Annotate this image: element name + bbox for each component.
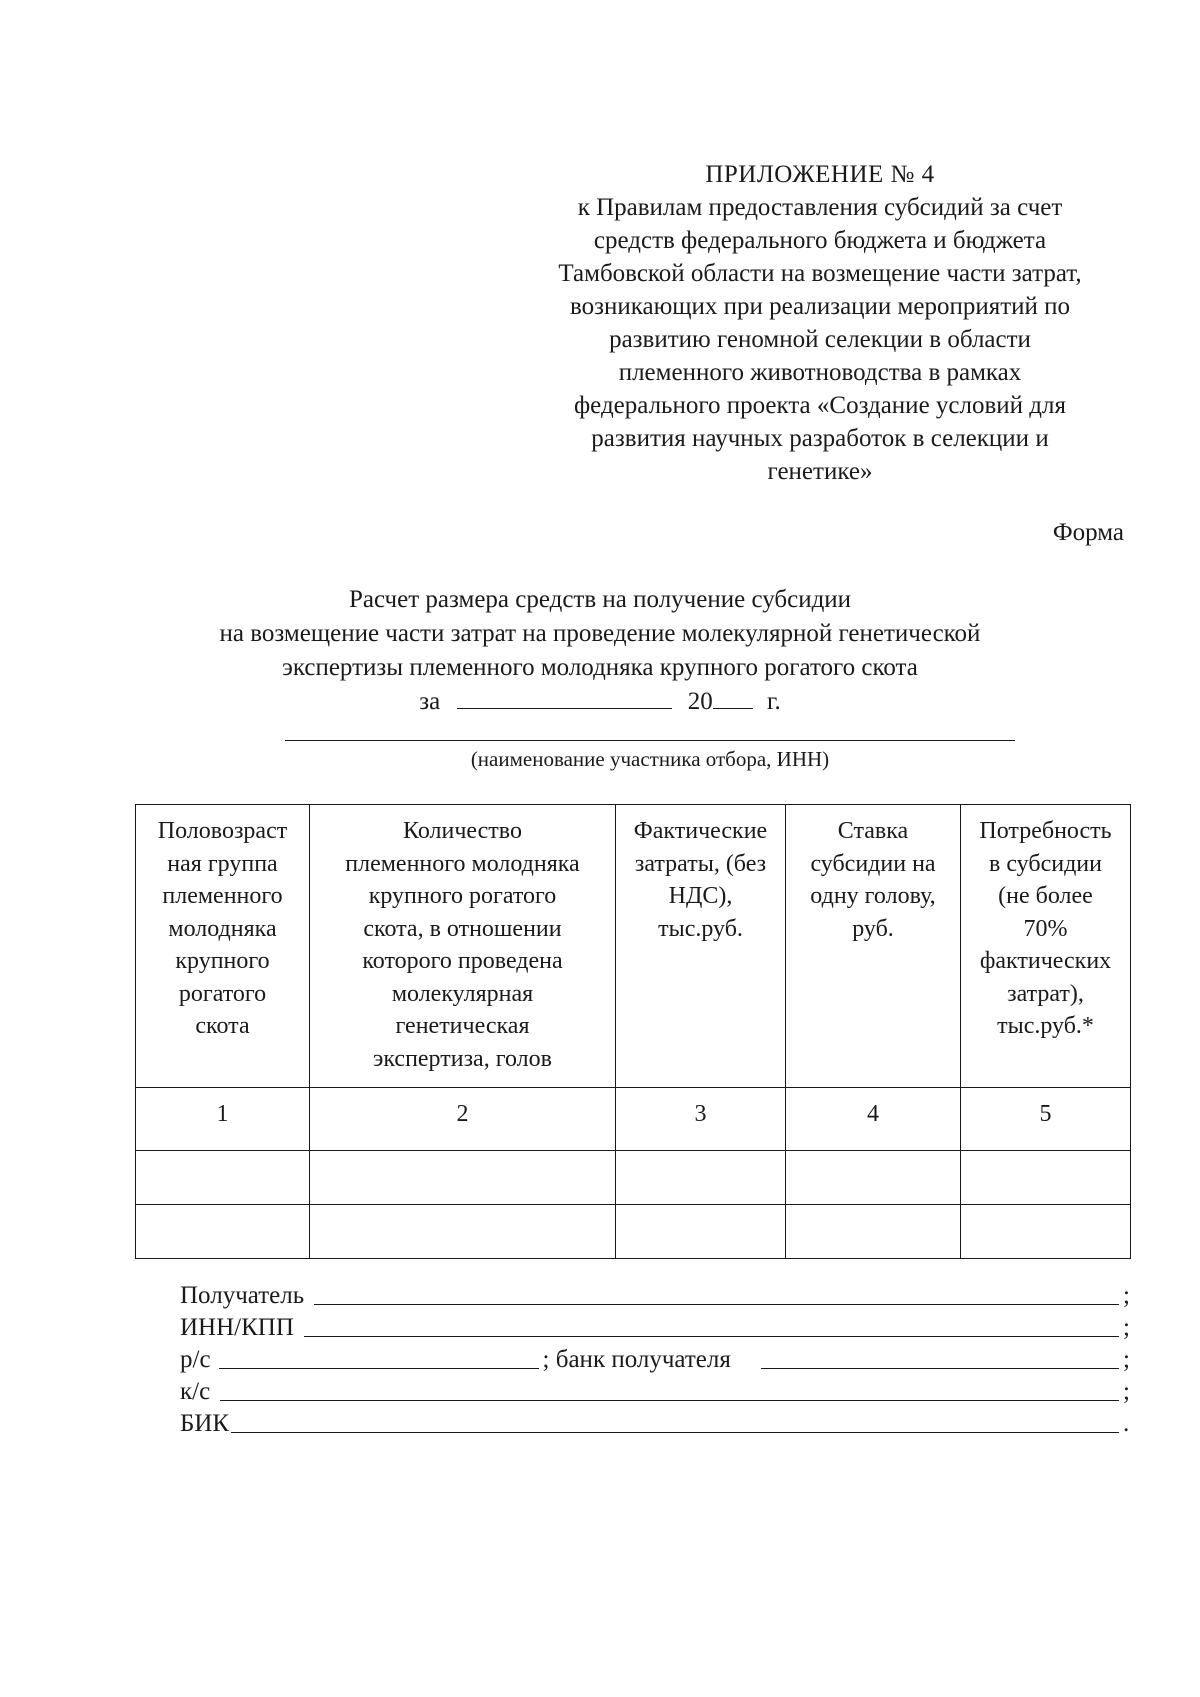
column-number: 5 [961, 1088, 1131, 1151]
year-field[interactable] [713, 686, 753, 709]
row-separator: ; [1123, 1314, 1130, 1341]
appendix-line: к Правилам предоставления субсидий за счет [577, 194, 1063, 221]
table-cell[interactable] [786, 1151, 961, 1205]
table-cell[interactable] [786, 1205, 961, 1259]
appendix-header [505, 158, 1135, 488]
calculation-title-line: экспертизы племенного молодняка крупного рогатого скота [282, 654, 918, 681]
table-row [136, 1151, 1131, 1205]
appendix-line: генетике» [767, 458, 873, 485]
appendix-line: возникающих при реализации мероприятий по [569, 293, 1071, 320]
bik-row [180, 1408, 1135, 1440]
column-number: 3 [616, 1088, 786, 1151]
corr-account-label: к/с [180, 1378, 211, 1405]
appendix-line: развитию геномной селекции в области [609, 326, 1031, 353]
row-separator: ; [1123, 1282, 1130, 1309]
table-cell[interactable] [310, 1151, 616, 1205]
header-rate-per-head: Ставка субсидии на одну голову, руб. [786, 805, 961, 1088]
appendix-line: племенного животноводства в рамках [618, 359, 1022, 386]
table-cell[interactable] [961, 1205, 1131, 1259]
table-cell[interactable] [616, 1205, 786, 1259]
header-age-sex-group: Половозраст ная группа племенного молодняка крупного рогатого скота [136, 805, 310, 1088]
account-label: р/с [180, 1346, 211, 1373]
account-row [180, 1344, 1135, 1376]
account-field[interactable] [219, 1368, 539, 1369]
header-head-count: Количество племенного молодняка крупного рогатого скота, в отношении которого проведена молекулярная генетическая экспертиза, голов [310, 805, 616, 1088]
recipient-field[interactable] [314, 1304, 1119, 1305]
recipient-label: Получатель [180, 1282, 305, 1309]
header-subsidy-need: Потребность в субсидии (не более 70% фактических затрат), тыс.руб.* [961, 805, 1131, 1088]
subsidy-table [135, 804, 1131, 1259]
header-actual-costs: Фактические затраты, (без НДС), тыс.руб. [616, 805, 786, 1088]
period-row [150, 685, 1050, 719]
table-cell[interactable] [961, 1151, 1131, 1205]
recipient-requisites [180, 1280, 1135, 1440]
bik-label: БИК [180, 1410, 230, 1437]
appendix-line: Тамбовской области на возмещение части затрат, [558, 260, 1082, 287]
participant-field[interactable] [285, 740, 1015, 741]
appendix-line: развития научных разработок в селекции и [591, 425, 1049, 452]
table-cell[interactable] [136, 1151, 310, 1205]
year-suffix: г. [767, 688, 781, 715]
appendix-title: ПРИЛОЖЕНИЕ № 4 [705, 161, 935, 188]
corr-account-field[interactable] [220, 1400, 1119, 1401]
appendix-line: федерального проекта «Создание условий для [573, 392, 1066, 419]
table-cell[interactable] [310, 1205, 616, 1259]
row-separator: ; [1123, 1378, 1130, 1405]
column-number: 4 [786, 1088, 961, 1151]
appendix-line: средств федерального бюджета и бюджета [593, 227, 1047, 254]
year-prefix: 20 [687, 688, 713, 715]
bank-field[interactable] [761, 1368, 1119, 1369]
row-terminator: . [1123, 1410, 1130, 1437]
calculation-title [150, 583, 1050, 719]
bank-label: ; банк получателя [542, 1346, 731, 1373]
participant-caption: (наименование участника отбора, ИНН) [470, 747, 830, 771]
inn-kpp-field[interactable] [304, 1336, 1119, 1337]
table-header-row [136, 805, 1131, 1088]
calculation-title-line: на возмещение части затрат на проведение молекулярной генетической [219, 620, 981, 647]
table-cell[interactable] [136, 1205, 310, 1259]
inn-kpp-row [180, 1312, 1135, 1344]
column-number: 2 [310, 1088, 616, 1151]
recipient-row [180, 1280, 1135, 1312]
column-number-row [136, 1088, 1131, 1151]
table-cell[interactable] [616, 1151, 786, 1205]
bik-field[interactable] [231, 1432, 1119, 1433]
period-field[interactable] [457, 686, 672, 709]
calculation-title-line: Расчет размера средств на получение субсидии [348, 586, 852, 613]
corr-account-row [180, 1376, 1135, 1408]
period-prefix: за [419, 688, 441, 715]
table-row [136, 1205, 1131, 1259]
inn-kpp-label: ИНН/КПП [180, 1314, 294, 1341]
column-number: 1 [136, 1088, 310, 1151]
row-separator: ; [1123, 1346, 1130, 1373]
form-label: Форма [1052, 519, 1124, 546]
